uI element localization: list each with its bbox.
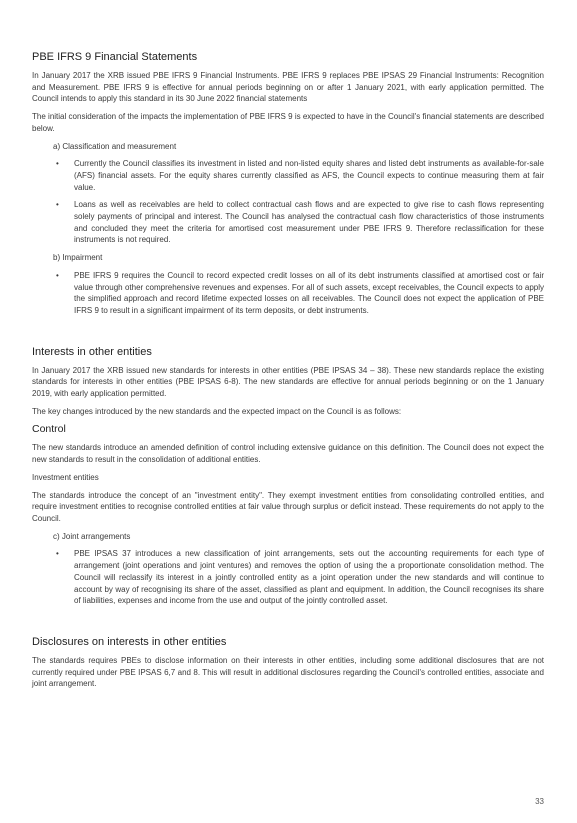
bullet-list	[32, 270, 544, 317]
subsection-heading-control: Control	[32, 423, 66, 436]
paragraph: The standards introduce the concept of an "investment entity". They exempt investment entities from consolidating controlled entities, and require investment entities to recognise controlled entities at fair value through surplus or deficit instead. These requirements do not apply to the Council.	[32, 490, 544, 523]
bullet-list	[32, 548, 544, 607]
subheading-impairment: b) Impairment	[53, 253, 103, 263]
page-number: 33	[535, 797, 544, 806]
paragraph: The initial consideration of the impacts the implementation of PBE IFRS 9 is expected to have in the Council's financial statements are described below.	[32, 112, 544, 133]
label-investment-entities: Investment entities	[32, 472, 99, 482]
section-heading-interests: Interests in other entities	[32, 345, 152, 358]
paragraph: The standards requires PBEs to disclose information on their interests in other entities, including some additional disclosures that are not currently required under PBE IPSAS 6,7 and 8. This will result in additional disclosures regarding the Council's controlled entities, associate and joint arrangement.	[32, 655, 544, 689]
paragraph: The new standards introduce an amended definition of control including extensive guidance on this definition. The Council does not expect the new standards to result in the consolidation of additional entities.	[32, 443, 544, 465]
document-page	[32, 50, 544, 690]
paragraph: The key changes introduced by the new standards and the expected impact on the Council is as follows:	[32, 406, 402, 416]
bullet-item: • Currently the Council classifies its investment in listed and non-listed equity shares and listed debt instruments as available-for-sale (AFS) financial assets. For the equity shares currently classified as AFS, the Council expects to continue measuring them at fair value.	[32, 158, 544, 193]
bullet-item: • Loans as well as receivables are held to collect contractual cash flows and are expected to give rise to cash flows representing solely payments of principal and interest. The Council has analysed the contractual cash flow characteristics of those instruments and concluded they meet the criteria for amortised cost measurement under PBE IFRS 9. Therefore reclassification for these instruments is not required.	[32, 199, 544, 246]
section-heading-disclosures: Disclosures on interests in other entities	[32, 635, 227, 648]
section-heading-pbe-ifrs9: PBE IFRS 9 Financial Statements	[32, 51, 198, 63]
bullet-item: • PBE IFRS 9 requires the Council to record expected credit losses on all of its debt instruments classified at amortised cost or fair value through other comprehensive revenues and expenses. For all of such assets, except receivables, the Council expects to apply the simplified approach and record lifetime expected losses on all receivables. The Council does not expect the application of PBE IFRS 9 to result in a significant impairment of its term deposits, or debt instruments.	[32, 270, 544, 317]
bullet-list	[32, 158, 544, 246]
subheading-joint-arrangements: c) Joint arrangements	[53, 531, 131, 541]
subheading-classification: a) Classification and measurement	[53, 141, 177, 151]
bullet-item: • PBE IPSAS 37 introduces a new classification of joint arrangements, sets out the accounting requirements for each type of arrangement (joint operations and joint ventures) and removes the option of using the a proportionate consolidation method. The Council will reclassify its interest in a jointly controlled entity as a joint operation under the new standards and will continue to account by way of recognising its share of the asset, classified as plant and equipment. In addition, the Council recognises its share of liabilities, expenses and income from the use and output of the jointly controlled asset.	[32, 548, 544, 607]
paragraph: In January 2017 the XRB issued PBE IFRS 9 Financial Instruments. PBE IFRS 9 replaces PBE IPSAS 29 Financial Instruments: Recognition and Measurement. PBE IFRS 9 is effective for annual periods beginning on or after 1 January 2021, with early application permitted. The Council intends to apply this standard in its 30 June 2022 financial statements	[32, 71, 544, 104]
paragraph: In January 2017 the XRB issued new standards for interests in other entities (PBE IPSAS 34 – 38). These new standards replace the existing standards for interests in other entities (PBE IPSAS 6-8). The new standards are effective for annual periods beginning or on the 1 January 2019, with early application permitted.	[32, 365, 544, 399]
